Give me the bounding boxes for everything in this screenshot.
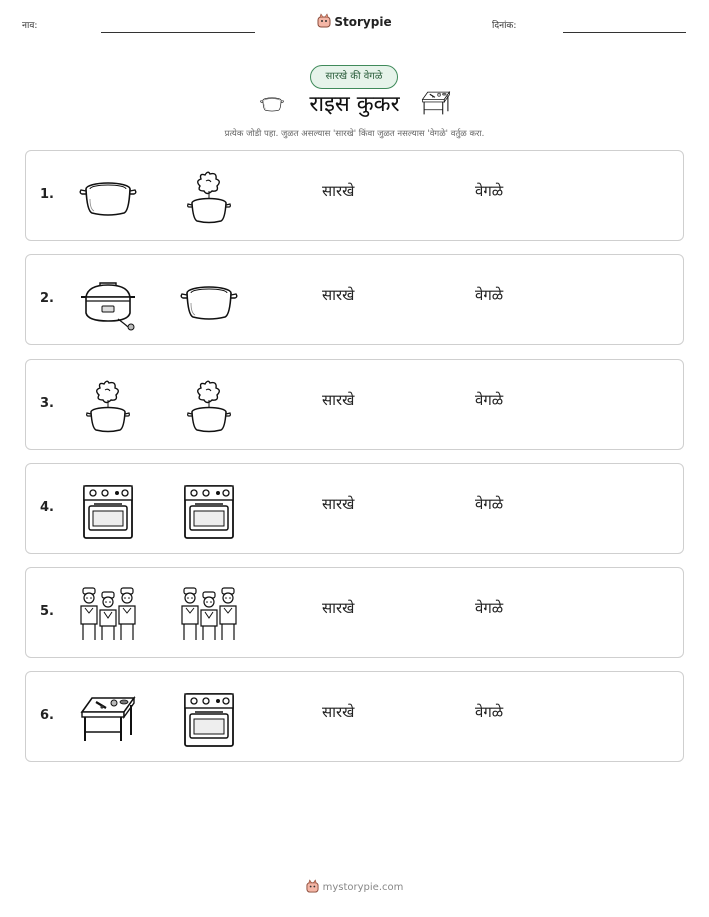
question-row [25,359,684,450]
date-field-line[interactable] [563,32,686,33]
cooks-group-icon [179,586,239,644]
activity-badge: सारखे की वेगळे [310,65,398,89]
different-option[interactable]: वेगळे [475,599,504,617]
different-option[interactable]: वेगळे [475,391,504,409]
different-option[interactable]: वेगळे [475,495,504,513]
pot-icon [78,169,138,227]
storypie-logo-icon [317,14,331,28]
question-number: 3. [40,396,54,411]
steaming-pot-icon [179,378,239,436]
footer-url: mystorypie.com [322,882,404,893]
steaming-pot-icon [78,378,138,436]
pot-icon [179,273,239,331]
kitchen-table-icon [78,690,138,748]
question-row [25,671,684,762]
question-number: 6. [40,708,54,723]
kitchen-table-icon [420,88,452,122]
storypie-logo-icon [306,880,319,893]
same-option[interactable]: सारखे [322,286,355,304]
same-option[interactable]: सारखे [322,599,355,617]
question-row [25,254,684,345]
instructions: प्रत्येक जोडी पहा. जुळत असल्यास 'सारखे' किंवा जुळत नसल्यास 'वेगळे' वर्तुळ करा. [224,129,485,139]
same-option[interactable]: सारखे [322,495,355,513]
different-option[interactable]: वेगळे [475,182,504,200]
stove-icon [179,482,239,540]
same-option[interactable]: सारखे [322,182,355,200]
different-option[interactable]: वेगळे [475,286,504,304]
different-option[interactable]: वेगळे [475,703,504,721]
rice-cooker-icon [78,273,138,331]
cooks-group-icon [78,586,138,644]
steaming-pot-icon [179,169,239,227]
name-label: नाव: [22,21,38,31]
stove-icon [78,482,138,540]
question-number: 1. [40,187,54,202]
same-option[interactable]: सारखे [322,703,355,721]
question-row [25,150,684,241]
date-label: दिनांक: [492,21,517,31]
question-row [25,463,684,554]
page-title: राइस कुकर [309,92,400,117]
brand [22,14,687,29]
question-number: 4. [40,500,54,515]
question-row [25,567,684,658]
footer [0,880,709,893]
stove-icon [179,690,239,748]
question-number: 5. [40,604,54,619]
question-number: 2. [40,291,54,306]
name-field-line[interactable] [101,32,255,33]
same-option[interactable]: सारखे [322,391,355,409]
worksheet-header [22,14,687,38]
brand-name: Storypie [334,15,392,29]
